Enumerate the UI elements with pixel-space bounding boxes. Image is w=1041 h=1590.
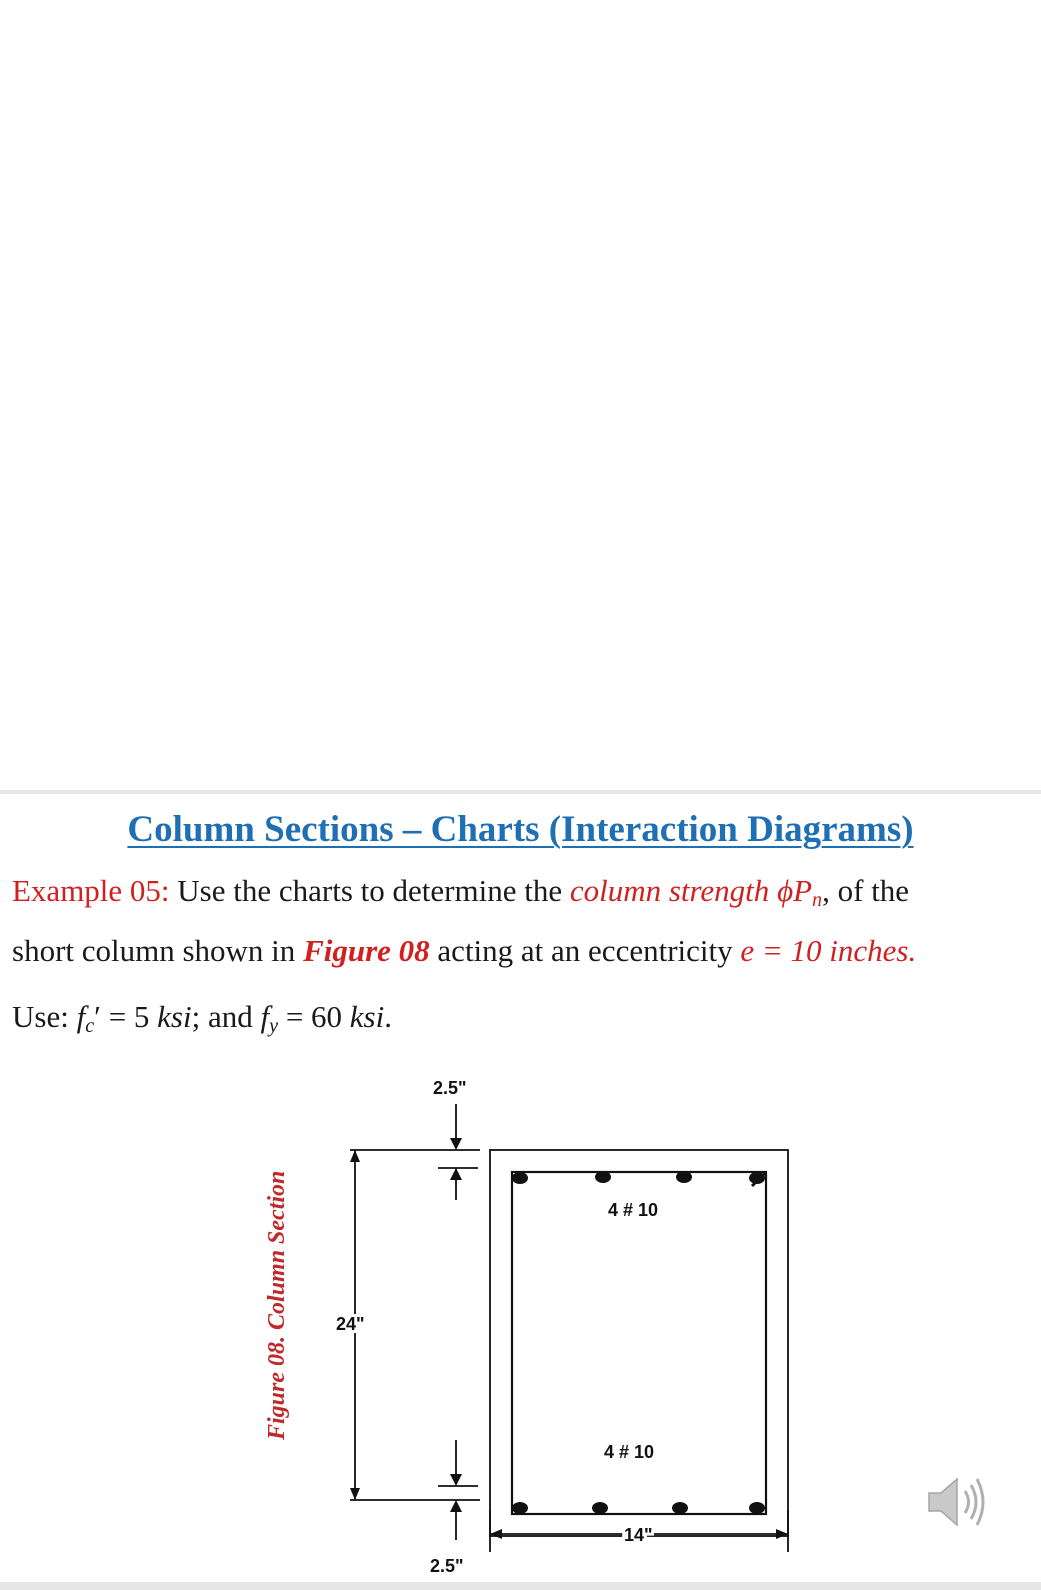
use-and: ; and	[191, 999, 253, 1034]
eccentricity-value: e = 10 inches.	[740, 933, 917, 968]
figure-08-caption: Figure 08. Column Section	[264, 1170, 290, 1440]
slide-2-title: Column Sections – Charts (Interaction Diagrams)	[127, 809, 914, 850]
rebar-top	[749, 1172, 765, 1184]
rebar-top	[512, 1172, 528, 1184]
height-24-label: 24"	[336, 1314, 365, 1334]
use-ksi-2: ksi	[349, 999, 385, 1034]
use-fc-value: = 5	[108, 999, 150, 1034]
use-ksi-1: ksi	[157, 999, 192, 1034]
rebar-bottom	[749, 1502, 765, 1514]
example-05-text-c: short column shown in	[12, 933, 296, 968]
example-05-line-1: Example 05: Use the charts to determine the column strength $\phi P_n$, of the	[12, 873, 910, 912]
stirrup	[512, 1172, 766, 1514]
use-line: Use: $f_c' = 5$ ksi; and $f_y = 60$ ksi.	[12, 999, 392, 1038]
example-05-label: Example 05:	[12, 873, 170, 908]
example-05-text-a: Use the charts to determine the	[177, 873, 563, 908]
column-strength-text: column strength	[569, 873, 770, 908]
bottom-cover-label: 2.5"	[430, 1556, 464, 1576]
top-cover-label: 2.5"	[433, 1078, 467, 1098]
bottom-bars-label: 4 # 10	[604, 1442, 655, 1462]
example-05-text-b: , of the	[822, 873, 910, 908]
bottom-divider	[0, 1582, 1041, 1590]
rebar-bottom	[672, 1502, 688, 1514]
use-label: Use:	[12, 999, 69, 1034]
figure-08-ref: Figure 08	[303, 933, 430, 968]
use-fy-value: = 60	[285, 999, 343, 1034]
width-14-label: 14"	[624, 1525, 653, 1545]
rebar-bottom	[512, 1502, 528, 1514]
speaker-icon-2[interactable]	[925, 1472, 991, 1532]
rebar-bottom	[592, 1502, 608, 1514]
example-05-text-d: acting at an eccentricity	[437, 933, 733, 968]
top-bars-label: 4 # 10	[608, 1200, 659, 1220]
rebar-top	[676, 1171, 692, 1183]
rebar-top	[595, 1171, 611, 1183]
